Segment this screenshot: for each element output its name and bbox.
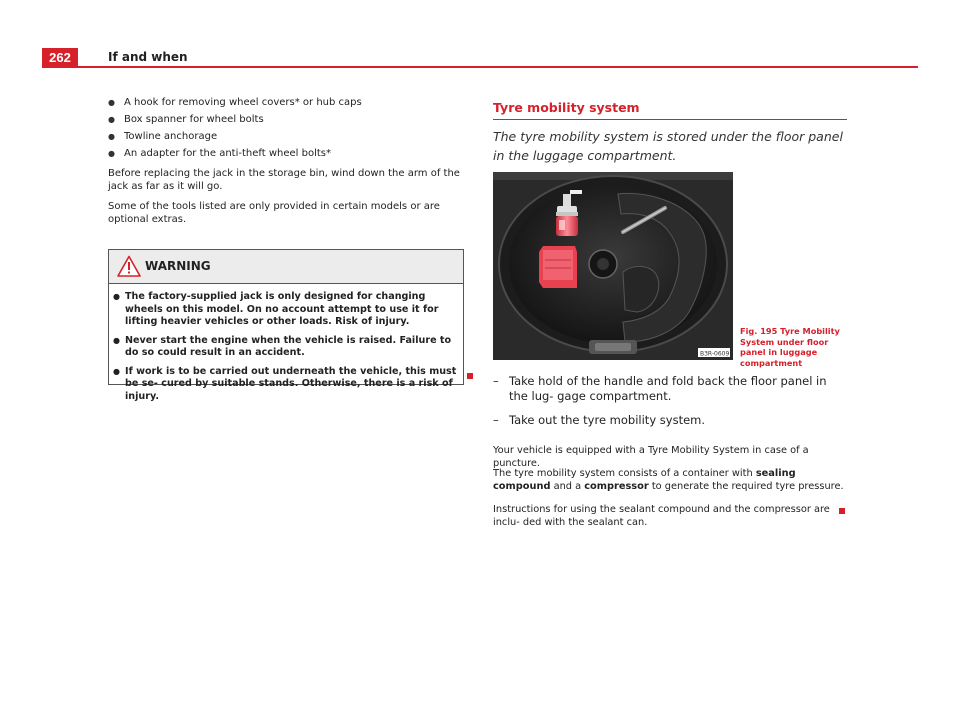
section-end-mark [839,508,845,514]
warning-item: ● Never start the engine when the vehicle is raised. Failure to do so could result in an accident. [113,335,457,360]
warning-triangle-icon [117,255,141,277]
compressor-term: compressor [584,481,649,492]
list-item: ● Box spanner for wheel bolts [108,113,464,126]
header-rule [78,66,918,68]
instructions-paragraph: Instructions for using the sealant compound and the compressor are inclu- ded with the sealant can. [493,504,830,528]
jack-storage-paragraph: Before replacing the jack in the storage bin, wind down the arm of the jack as far as it will go. [108,168,460,192]
step-item: – Take out the tyre mobility system. [493,413,847,428]
left-column [108,96,464,226]
text-run: and a [550,481,585,492]
equipment-paragraph: Your vehicle is equipped with a Tyre Mobility System in case of a puncture. [493,445,809,469]
warning-item: ● The factory-supplied jack is only designed for changing wheels on this model. On no account attempt to use it for lifting heavier vehicles or other loads. Risk of injury. [113,291,457,329]
text-run: The tyre mobility system consists of a container with [493,468,756,479]
page-number: 262 [42,48,78,68]
optional-tools-paragraph: Some of the tools listed are only provided in certain models or are optional extras. [108,201,440,225]
intro-text: The tyre mobility system is stored under the floor panel in the luggage compartment. [493,129,843,163]
step-item: – Take hold of the handle and fold back the floor panel in the lug- gage compartment. [493,374,847,404]
warning-title: WARNING [145,259,211,273]
figure-code: B3R-0609 [700,350,730,358]
title-rule [493,119,847,120]
list-item: ● A hook for removing wheel covers* or hub caps [108,96,464,109]
warning-box [108,249,464,402]
components-paragraph [493,467,847,493]
text-run: to generate the required tyre pressure. [648,481,844,492]
sealing-compound-term: sealing compound [493,468,796,492]
tool-list [108,96,464,160]
warning-item: ● If work is to be carried out underneath the vehicle, this must be se- cured by suitable stands. Otherwise, there is a risk of injury. [113,366,457,404]
list-item: ● Towline anchorage [108,130,464,143]
tyre-mobility-figure [493,172,733,360]
section-end-mark [467,373,473,379]
warning-body [109,284,463,403]
instruction-steps [493,374,847,437]
warning-header [109,250,463,284]
tyre-mobility-title: Tyre mobility system [493,100,640,115]
section-title: If and when [108,50,188,64]
list-item: ● An adapter for the anti-theft wheel bolts* [108,147,464,160]
figure-caption: Fig. 195 Tyre Mobility System under floor panel in luggage compartment [740,326,840,368]
